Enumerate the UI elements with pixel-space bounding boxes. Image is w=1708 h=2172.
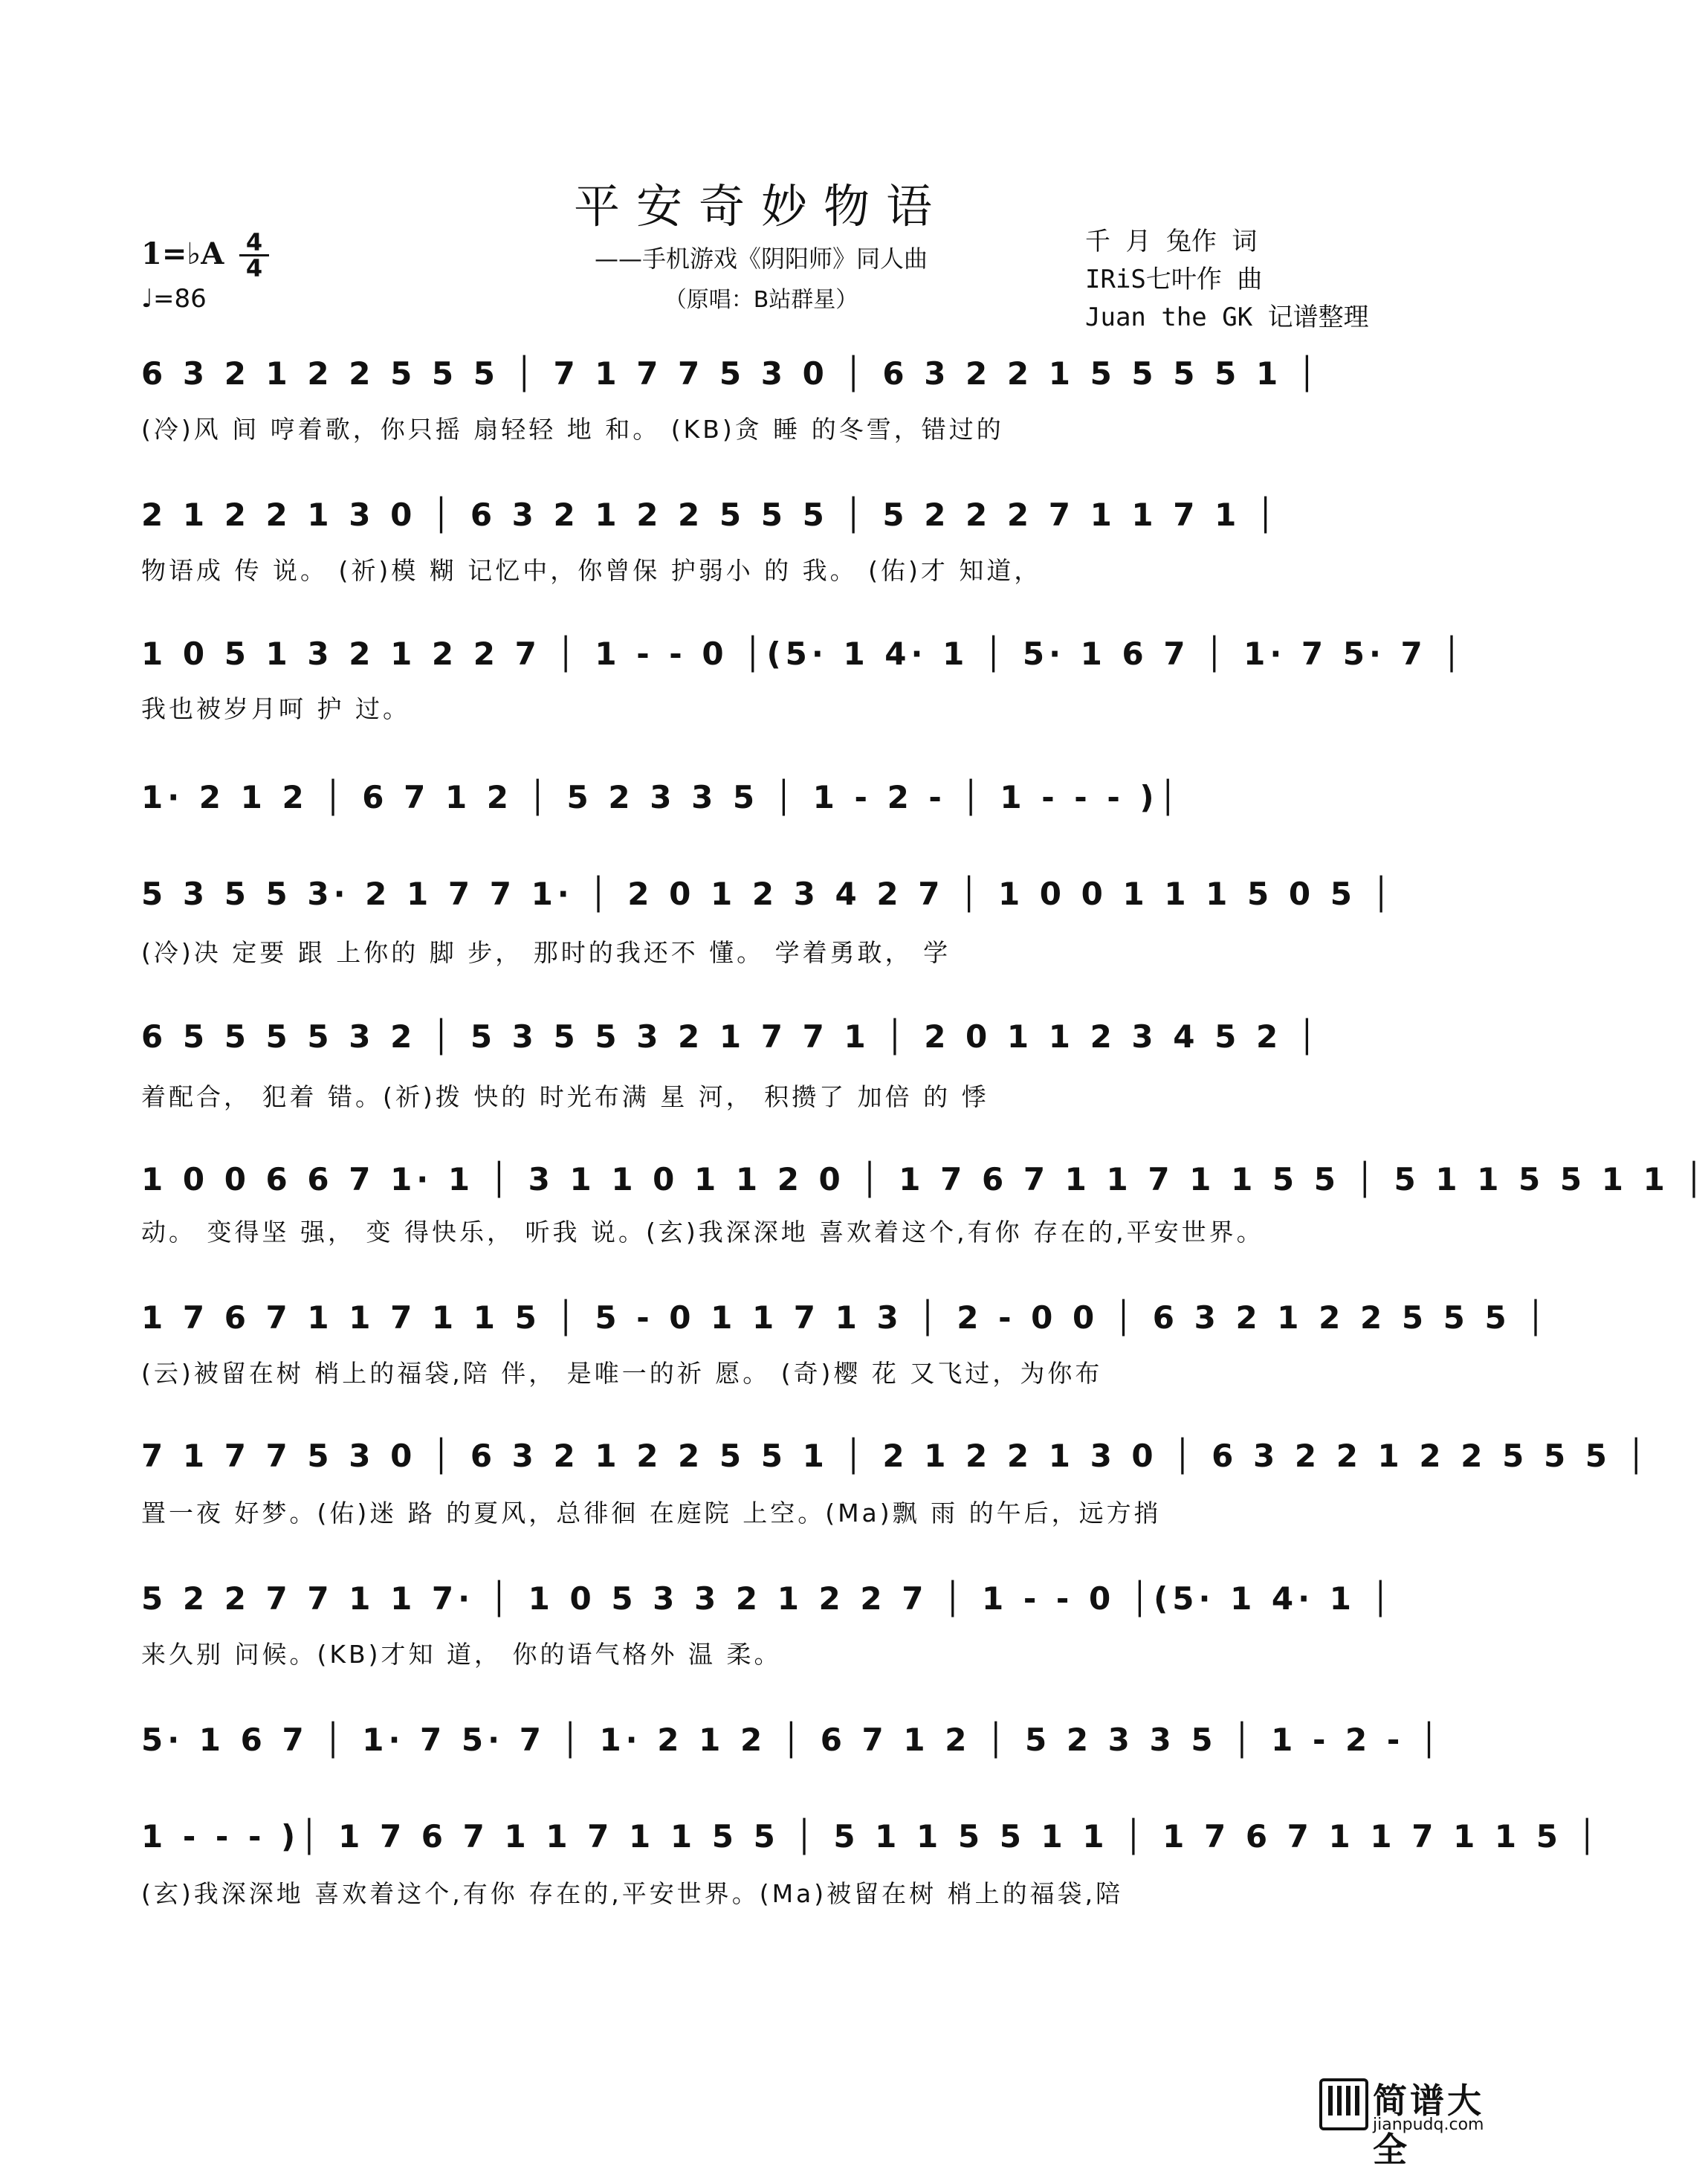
tempo-marking: ♩=86 <box>141 284 207 314</box>
notation-line-1: 6 3 2 1 2 2 5 5 5 │ 7 1 7 7 5 3 0 │ 6 3 2 2 1 5 5 5 5 1 │ <box>141 355 1322 392</box>
watermark-text: 简谱大全 <box>1373 2081 1484 2170</box>
notation-line-3: 1 0 5 1 3 2 1 2 2 7 │ 1 - - 0 │(5· 1 4· 1 │ 5· 1 6 7 │ 1· 7 5· 7 │ <box>141 636 1466 672</box>
lyric-line-7: 动。 变得坚 强， 变 得快乐， 听我 说。(玄)我深深地 喜欢着这个,有你 存在的,平安世界。 <box>141 1218 1264 1247</box>
song-title: 平安奇妙物语 <box>573 179 948 233</box>
notation-line-10: 5 2 2 7 7 1 1 7· │ 1 0 5 3 3 2 1 2 2 7 │ 1 - - 0 │(5· 1 4· 1 │ <box>141 1580 1394 1617</box>
time-signature <box>239 230 269 280</box>
credit-transcriber: Juan the GK 记谱整理 <box>1085 303 1369 332</box>
credits <box>1085 223 1369 337</box>
time-signature-top: 4 <box>239 230 269 256</box>
lyric-line-10: 来久别 问候。(KB)才知 道， 你的语气格外 温 柔。 <box>141 1640 782 1669</box>
notation-line-11: 5· 1 6 7 │ 1· 7 5· 7 │ 1· 2 1 2 │ 6 7 1 2 │ 5 2 3 3 5 │ 1 - 2 - │ <box>141 1722 1443 1758</box>
notation-line-4: 1· 2 1 2 │ 6 7 1 2 │ 5 2 3 3 5 │ 1 - 2 - │ 1 - - - )│ <box>141 779 1182 815</box>
lyric-line-8: (云)被留在树 梢上的福袋,陪 伴， 是唯一的祈 愿。 (奇)樱 花 又飞过，为你布 <box>141 1359 1103 1388</box>
watermark-url: jianpudq.com <box>1373 2116 1484 2134</box>
original-singer: （原唱：B站群星） <box>664 287 858 313</box>
lyric-line-2: 物语成 传 说。 (祈)模 糊 记忆中，你曾保 护弱小 的 我。 (佑)才 知道， <box>141 556 1042 585</box>
lyric-line-6: 着配合， 犯着 错。(祈)拨 快的 时光布满 星 河， 积攒了 加倍 的 悸 <box>141 1082 989 1111</box>
lyric-line-3: 我也被岁月呵 护 过。 <box>141 694 410 723</box>
time-signature-bottom: 4 <box>245 254 263 282</box>
site-watermark <box>1319 2074 1505 2170</box>
lyric-line-9: 置一夜 好梦。(佑)迷 路 的夏风，总徘徊 在庭院 上空。(Ma)飘 雨 的午后，远方捎 <box>141 1499 1162 1528</box>
lyric-line-1: (冷)风 间 哼着歌，你只摇 扇轻轻 地 和。 (KB)贪 睡 的冬雪，错过的 <box>141 415 1004 444</box>
notation-line-7: 1 0 0 6 6 7 1· 1 │ 3 1 1 0 1 1 2 0 │ 1 7 6 7 1 1 7 1 1 5 5 │ 5 1 1 5 5 1 1 │ <box>141 1161 1708 1197</box>
piano-logo-icon <box>1319 2078 1368 2130</box>
credit-lyricist: 千 月 兔作 词 <box>1085 227 1258 256</box>
notation-line-2: 2 1 2 2 1 3 0 │ 6 3 2 1 2 2 5 5 5 │ 5 2 2 2 7 1 1 7 1 │ <box>141 497 1280 533</box>
lyric-line-12: (玄)我深深地 喜欢着这个,有你 存在的,平安世界。(Ma)被留在树 梢上的福袋,陪 <box>141 1879 1124 1908</box>
notation-line-9: 7 1 7 7 5 3 0 │ 6 3 2 1 2 2 5 5 1 │ 2 1 2 2 1 3 0 │ 6 3 2 2 1 2 2 5 5 5 │ <box>141 1438 1650 1474</box>
notation-line-5: 5 3 5 5 3· 2 1 7 7 1· │ 2 0 1 2 3 4 2 7 │ 1 0 0 1 1 1 5 0 5 │ <box>141 876 1395 912</box>
lyric-line-5: (冷)决 定要 跟 上你的 脚 步， 那时的我还不 懂。 学着勇敢， 学 <box>141 938 951 967</box>
notation-line-12: 1 - - - )│ 1 7 6 7 1 1 7 1 1 5 5 │ 5 1 1 5 5 1 1 │ 1 7 6 7 1 1 7 1 1 5 │ <box>141 1818 1601 1855</box>
credit-composer: IRiS七叶作 曲 <box>1085 265 1263 294</box>
key-signature: 1=♭A <box>141 236 224 271</box>
notation-line-8: 1 7 6 7 1 1 7 1 1 5 │ 5 - 0 1 1 7 1 3 │ 2 - 0 0 │ 6 3 2 1 2 2 5 5 5 │ <box>141 1299 1550 1336</box>
notation-line-6: 6 5 5 5 5 3 2 │ 5 3 5 5 3 2 1 7 7 1 │ 2 0 1 1 2 3 4 5 2 │ <box>141 1018 1322 1055</box>
song-subtitle: ——手机游戏《阴阳师》同人曲 <box>594 245 928 273</box>
